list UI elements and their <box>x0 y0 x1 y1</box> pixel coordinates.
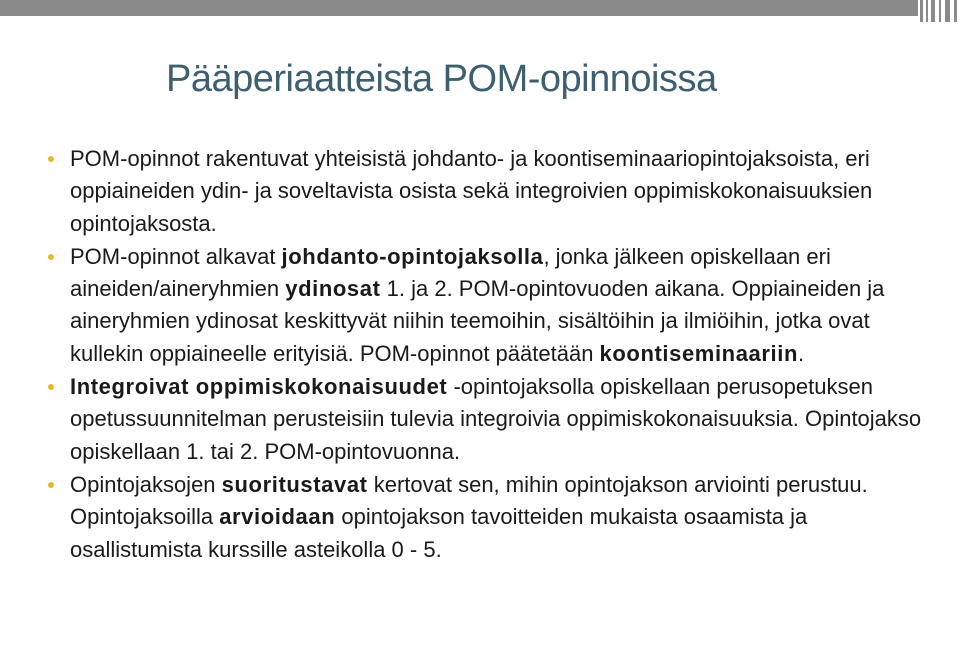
bullet-list <box>70 143 932 567</box>
bullet-dot-icon <box>48 156 54 162</box>
bullet-text: POM-opinnot alkavat <box>70 243 282 269</box>
bullet-text: POM-opinnot rakentuvat yhteisistä johdanto- ja koontiseminaariopintojaksoista, eri oppiaineiden ydin- ja soveltavista osista sekä integroivien oppimiskokonaisuuksien opintojaksosta. <box>70 146 873 236</box>
bullet-dot-icon <box>48 482 54 488</box>
bullet-dot-icon <box>48 384 54 390</box>
bullet-item <box>70 371 932 468</box>
slide-title: Pääperiaatteista POM-opinnoissa <box>166 58 717 100</box>
top-decorative-bar <box>0 0 918 16</box>
bullet-item <box>70 469 932 566</box>
bullet-text: -opintojaksolla opiskellaan perusopetuksen opetussuunnitelman perusteisiin tulevia integroivia oppimiskokonaisuuksia. Opintojakso opiskellaan 1. tai 2. POM-opintovuonna. <box>70 374 922 464</box>
bullet-emphasis: suoritustavat <box>221 471 368 497</box>
bullet-emphasis: arvioidaan <box>219 504 336 530</box>
bullet-text: . <box>798 340 805 366</box>
bullet-text: , jonka jälkeen opiskellaan eri aineiden/aineryhmien <box>70 243 831 302</box>
bullet-item <box>70 241 932 370</box>
bullet-emphasis: ydinosat <box>285 276 381 302</box>
corner-stripes <box>920 0 960 22</box>
bullet-text: 1. ja 2. POM-opintovuoden aikana. Oppiaineiden ja aineryhmien ydinosat keskittyvät niihin teemoihin, sisältöihin ja ilmiöihin, jotka ovat kullekin oppiaineelle erityisiä. POM-opinnot päätetään <box>70 276 885 366</box>
bullet-dot-icon <box>48 254 54 260</box>
bullet-emphasis: Integroivat oppimiskokonaisuudet <box>70 374 448 400</box>
bullet-text: opintojakson tavoitteiden mukaista osaamista ja osallistumista kurssille asteikolla 0 - 5. <box>70 504 808 562</box>
bullet-emphasis: koontiseminaariin <box>599 340 799 366</box>
bullet-text: Opintojaksojen <box>70 471 222 497</box>
bullet-item <box>70 143 932 240</box>
bullet-text: kertovat sen, mihin opintojakson arviointi perustuu. Opintojaksoilla <box>70 471 868 530</box>
bullet-emphasis: johdanto-opintojaksolla <box>281 243 544 269</box>
